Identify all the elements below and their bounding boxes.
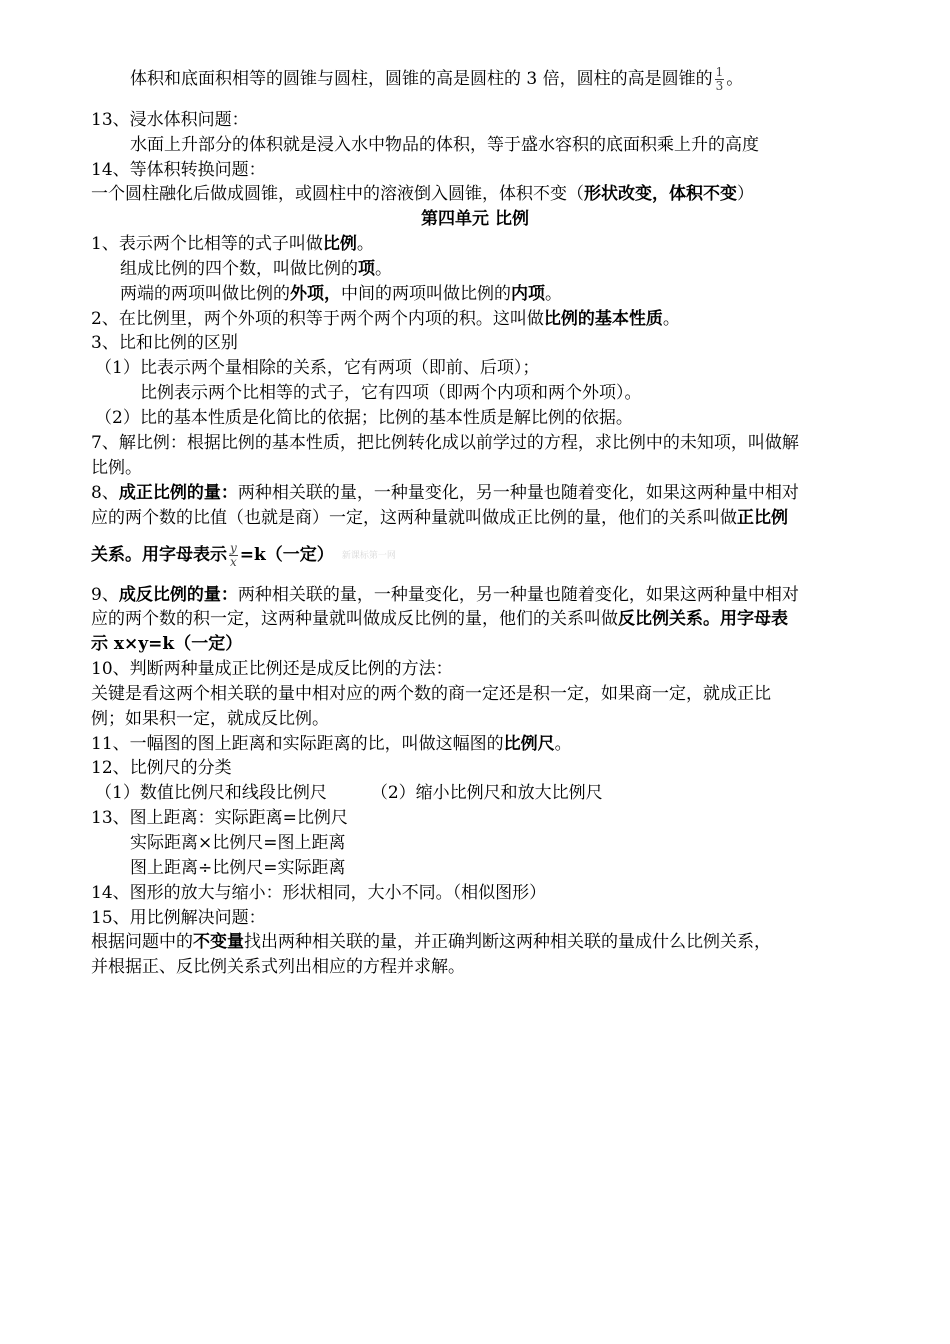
text-line: 例；如果积一定，就成反比例。 [91, 709, 329, 729]
text-line: 关键是看这两个相关联的量中相对应的两个数的商一定还是积一定，如果商一定，就成正比 [91, 684, 771, 704]
text-line: （2）比的基本性质是化简比的依据；比例的基本性质是解比例的依据。 [95, 408, 633, 428]
text-run: （2）缩小比例尺和放大比例尺 [370, 783, 603, 803]
text-run: 中间的两项叫做比例的 [341, 284, 511, 304]
text-line: 实际距离×比例尺=图上距离 [130, 833, 346, 853]
text-run: 。 [726, 69, 744, 89]
text-line [91, 232, 374, 256]
text-run: 11、一幅图的图上距离和实际距离的比，叫做这幅图的 [91, 734, 504, 754]
text-run: 8、 [91, 483, 119, 503]
text-line [91, 632, 242, 656]
text-line [91, 930, 771, 954]
section-heading: 15、用比例解决问题： [91, 908, 266, 928]
text-line [91, 481, 799, 505]
bold-run: 成正比例的量： [118, 483, 238, 503]
text-line: 13、图上距离：实际距离=比例尺 [91, 808, 348, 828]
text-line: 比例。 [91, 458, 142, 478]
text-run: 应的两个数的积一定，这两种量就叫做成反比例的量，他们的关系叫做 [91, 609, 618, 629]
fraction [715, 66, 725, 93]
text-run: （1）数值比例尺和线段比例尺 [95, 783, 327, 803]
text-run: 两种相关联的量，一种量变化，另一种量也随着变化，如果这两种量中相对 [237, 585, 799, 605]
text-run: 组成比例的四个数，叫做比例的 [120, 259, 358, 279]
fraction-denominator: 3 [715, 79, 724, 93]
fraction [229, 542, 238, 569]
text-line: （1）比表示两个量相除的关系，它有两项（即前、后项）； [95, 358, 540, 378]
text-line [130, 66, 743, 93]
fraction-numerator: 1 [715, 65, 724, 79]
text-line [95, 781, 603, 805]
fraction-numerator: y [230, 541, 237, 555]
text-run: 。 [554, 734, 572, 754]
section-heading: 13、浸水体积问题： [91, 110, 249, 130]
text-line: 水面上升部分的体积就是浸入水中物品的体积，等于盛水容积的底面积乘上升的高度 [130, 135, 759, 155]
text-run: 。 [375, 259, 392, 279]
text-run: 。 [545, 284, 562, 304]
section-heading: 10、判断两种量成正比例还是成反比例的方法： [91, 659, 453, 679]
fraction-denominator: x [230, 555, 237, 569]
text-line [91, 732, 572, 756]
text-run: 应的两个数的比值（也就是商）一定，这两种量就叫做成正比例的量，他们的关系叫做 [91, 508, 737, 528]
bold-run: 内项 [511, 284, 545, 304]
text-line: 图上距离÷比例尺=实际距离 [130, 858, 346, 878]
text-line [91, 506, 788, 530]
text-run: 9、 [91, 585, 119, 605]
bold-run: 关系。用字母表示 [91, 545, 227, 565]
bold-run: 反比例关系。用字母表 [618, 609, 788, 629]
bold-run: 比例 [322, 234, 357, 254]
text-run: 。 [662, 309, 680, 329]
bold-run: 外项， [290, 284, 341, 304]
text-line: 比例表示两个比相等的式子，它有四项（即两个内项和两个外项）。 [140, 383, 642, 403]
text-run: 体积和底面积相等的圆锥与圆柱，圆锥的高是圆柱的 3 倍，圆柱的高是圆锥的 [130, 69, 713, 89]
text-line [120, 282, 562, 306]
bold-run: 比例的基本性质 [543, 309, 663, 329]
watermark: 新课标第一网 [341, 550, 396, 561]
text-run: 2、在比例里，两个外项的积等于两个两个内项的积。这叫做 [91, 309, 544, 329]
text-run: ） [737, 184, 754, 204]
text-line: 14、图形的放大与缩小：形状相同，大小不同。（相似图形） [91, 883, 547, 903]
bold-run: =k（一定） [239, 545, 334, 565]
text-line [91, 182, 754, 206]
bold-run: 正比例 [737, 508, 788, 528]
section-heading: 3、比和比例的区别 [91, 333, 238, 353]
section-heading: 14、等体积转换问题： [91, 160, 266, 180]
text-run: 。 [356, 234, 374, 254]
section-heading: 12、比例尺的分类 [91, 758, 232, 778]
text-line [91, 607, 788, 631]
text-line [120, 257, 392, 281]
bold-run: 项 [358, 259, 375, 279]
bold-run: 成反比例的量： [118, 585, 238, 605]
text-run: 找出两种相关联的量，并正确判断这两种相关联的量成什么比例关系， [244, 932, 771, 952]
text-line: 并根据正、反比例关系式列出相应的方程并求解。 [91, 957, 465, 977]
bold-run: 形状改变，体积不变 [584, 184, 737, 204]
text-run: 1、表示两个比相等的式子叫做 [91, 234, 323, 254]
text-run: 两种相关联的量，一种量变化，另一种量也随着变化，如果这两种量中相对 [237, 483, 799, 503]
text-run: 根据问题中的 [91, 932, 193, 952]
unit-title: 第四单元 比例 [421, 209, 529, 229]
text-run: 一个圆柱融化后做成圆锥，或圆柱中的溶液倒入圆锥，体积不变（ [91, 184, 584, 204]
text-line [91, 583, 799, 607]
text-line: 7、解比例：根据比例的基本性质，把比例转化成以前学过的方程，求比例中的未知项，叫做解 [91, 433, 799, 453]
text-line [91, 542, 396, 569]
bold-run: 不变量 [193, 932, 244, 952]
bold-run: 比例尺 [503, 734, 555, 754]
bold-run: 示 x×y=k（一定） [91, 634, 243, 654]
text-run: 两端的两项叫做比例的 [120, 284, 290, 304]
text-line [91, 307, 680, 331]
